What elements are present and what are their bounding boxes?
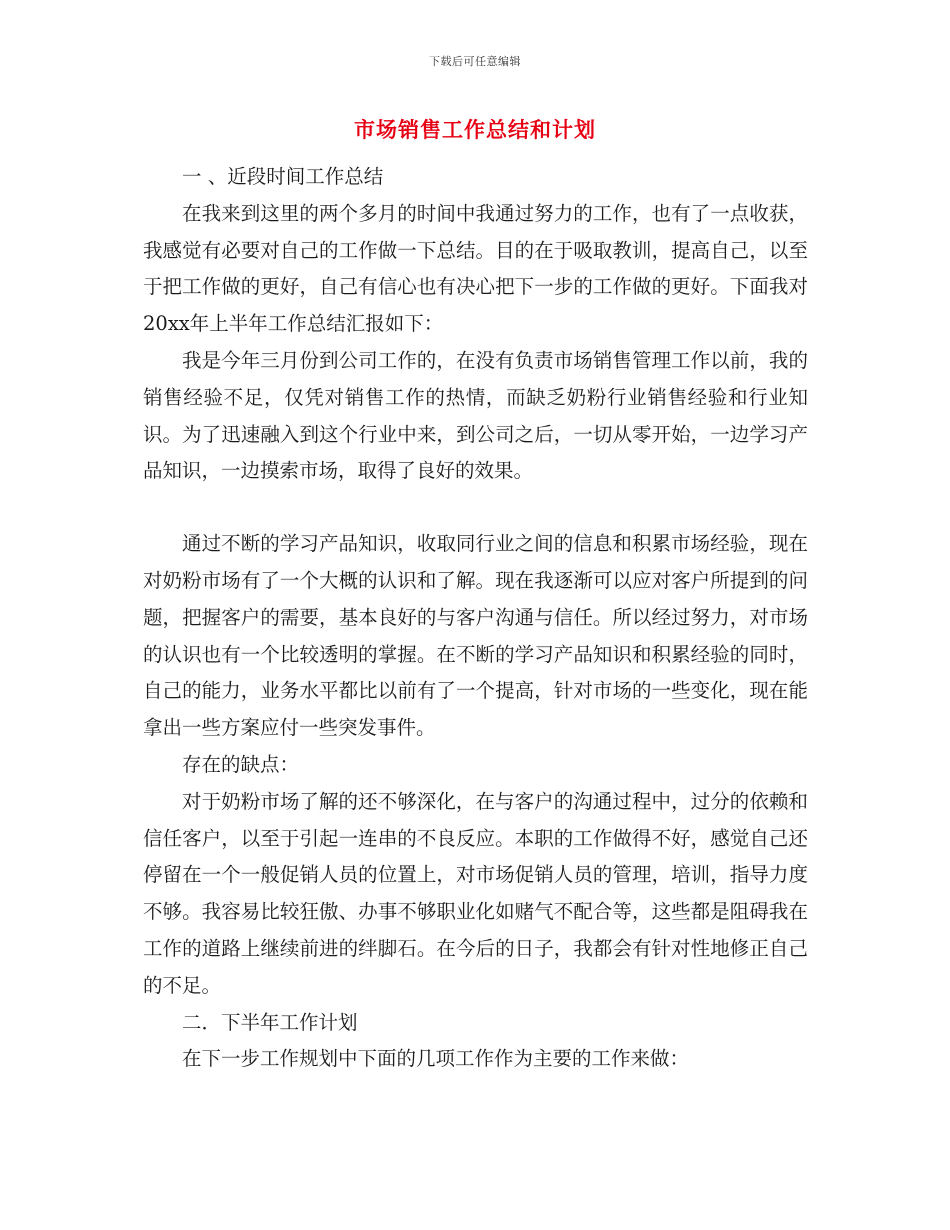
paragraph: 在下一步工作规划中下面的几项工作作为主要的工作来做： xyxy=(182,1047,690,1071)
section-heading-1: 一 、近段时间工作总结 xyxy=(182,165,384,188)
document-body xyxy=(143,159,808,1078)
paragraph: 通过不断的学习产品知识，收取同行业之间的信息和积累市场经验，现在对奶粉市场有了一个大概的认识和了解。现在我逐渐可以应对客户所提到的问题，把握客户的需要，基本良好的与客户沟通与信任。所以经过努力，对市场的认识也有一个比较透明的掌握。在不断的学习产品知识和积累经验的同时，自己的能力，业务水平都比以前有了一个提高，针对市场的一些变化，现在能拿出一些方案应付一些突发事件。 xyxy=(143,532,808,740)
paragraph: 我是今年三月份到公司工作的，在没有负责市场销售管理工作以前，我的销售经验不足，仅凭对销售工作的热情，而缺乏奶粉行业销售经验和行业知识。为了迅速融入到这个行业中来，到公司之后，一切从零开始，一边学习产品知识，一边摸索市场，取得了良好的效果。 xyxy=(143,348,808,483)
document-title: 市场销售工作总结和计划 xyxy=(354,118,596,142)
paragraph: 对于奶粉市场了解的还不够深化，在与客户的沟通过程中，过分的依赖和信任客户，以至于引起一连串的不良反应。本职的工作做得不好，感觉自己还停留在一个一般促销人员的位置上，对市场促销人员的管理，培训，指导力度不够。我容易比较狂傲、办事不够职业化如赌气不配合等，这些都是阻碍我在工作的道路上继续前进的绊脚石。在今后的日子，我都会有针对性地修正自己的不足。 xyxy=(143,789,808,997)
header-note: 下载后可任意编辑 xyxy=(429,55,521,68)
section-heading-2: 二．下半年工作计划 xyxy=(182,1010,358,1034)
paragraph: 在我来到这里的两个多月的时间中我通过努力的工作，也有了一点收获，我感觉有必要对自己的工作做一下总结。目的在于吸取教训，提高自己，以至于把工作做的更好，自己有信心也有决心把下一步的工作做的更好。下面我对20xx年上半年工作总结汇报如下： xyxy=(143,201,808,336)
subheading-shortcomings: 存在的缺点： xyxy=(182,752,300,776)
